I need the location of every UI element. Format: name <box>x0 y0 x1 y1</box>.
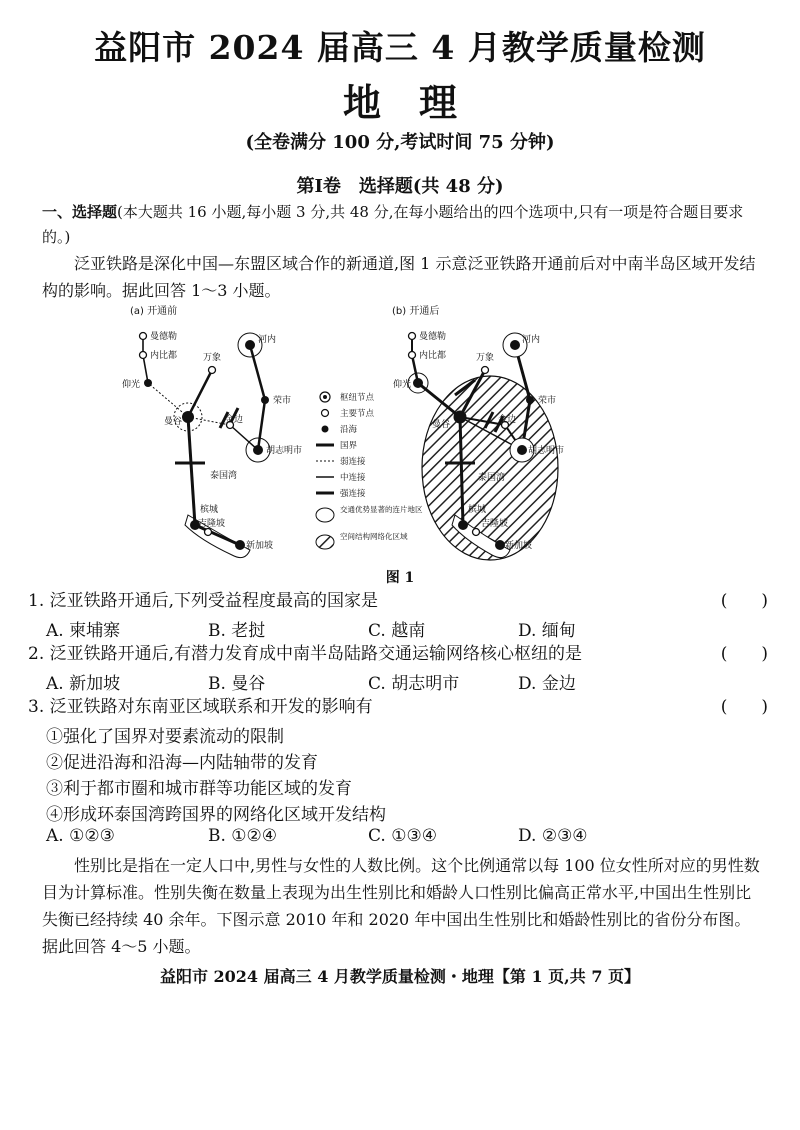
place-singapore: 新加坡 <box>246 541 274 551</box>
instruction-lead: 一、选择题 <box>42 203 118 221</box>
subject-title: 地理 <box>342 80 495 125</box>
legend-strong: 强连接 <box>340 489 366 499</box>
panel-b-label: (b) 开通后 <box>392 306 440 317</box>
legend-coastal: 沿海 <box>340 425 358 435</box>
exam-title: 益阳市 2024 届高三 4 月教学质量检测 <box>94 28 706 67</box>
passage-2: 性别比是指在一定人口中,男性与女性的人数比例。这个比例通常以每 100 位女性所对应的男性数目为计算标准。性别失衡在数量上表现为出生性别比和婚龄人口性别比偏高正常水平,中国出生性别比失衡已经持续 40 余年。下图示意 2010 年和 2020 年中国出生性别比和婚龄性别比的省份分布图。据此回答 4～5 小题。 <box>42 856 760 956</box>
q2-option-b[interactable]: B. 曼谷 <box>208 674 266 694</box>
question-1-bracket: ( ) <box>720 591 768 611</box>
page-footer: 益阳市 2024 届高三 4 月教学质量检测・地理【第 1 页,共 7 页】 <box>159 967 641 986</box>
exam-note: (全卷满分 100 分,考试时间 75 分钟) <box>245 132 555 153</box>
question-1-stem: 1. 泛亚铁路开通后,下列受益程度最高的国家是 <box>28 591 379 611</box>
question-3-stem: 3. 泛亚铁路对东南亚区域联系和开发的影响有 <box>28 697 373 717</box>
place-singapore-b: 新加坡 <box>505 541 533 551</box>
place-kl: 吉隆坡 <box>198 519 226 529</box>
q3-option-b[interactable]: B. ①②④ <box>208 826 278 846</box>
legend-hub: 枢纽节点 <box>340 393 375 403</box>
q1-option-d[interactable]: D. 缅甸 <box>518 621 576 641</box>
place-bangkok: 曼谷 <box>164 417 183 427</box>
q3-option-a[interactable]: A. ①②③ <box>46 826 115 846</box>
q3-statement-1: ①强化了国界对要素流动的限制 <box>46 727 284 747</box>
q3-statement-3: ③利于都市圈和城市群等功能区域的发育 <box>46 779 352 799</box>
place-butterworth-b: 槟城 <box>468 505 487 515</box>
place-gulf: 泰国湾 <box>210 471 238 481</box>
place-vientiane: 万象 <box>203 353 222 363</box>
legend-network: 空间结构网络化区域 <box>340 532 408 541</box>
place-hcmc-b: 胡志明市 <box>528 446 565 456</box>
question-2 <box>28 641 768 668</box>
legend-corridor: 交通优势显著的连片地区 <box>340 505 423 514</box>
place-vinh-b: 荣市 <box>538 396 557 406</box>
q3-statement-4: ④形成环泰国湾跨国界的网络化区域开发结构 <box>46 805 386 825</box>
place-bangkok-b: 曼谷 <box>432 420 451 430</box>
place-yangon-b: 仰光 <box>393 380 412 390</box>
q2-option-c[interactable]: C. 胡志明市 <box>368 674 460 694</box>
q2-option-d[interactable]: D. 金边 <box>518 674 576 694</box>
question-3 <box>28 694 768 721</box>
legend-border: 国界 <box>340 441 358 451</box>
question-3-bracket: ( ) <box>720 697 768 717</box>
place-yangon: 仰光 <box>122 380 141 390</box>
question-2-stem: 2. 泛亚铁路开通后,有潜力发育成中南半岛陆路交通运输网络核心枢纽的是 <box>28 644 583 664</box>
question-2-bracket: ( ) <box>720 644 768 664</box>
figure-legend <box>316 392 423 549</box>
place-hcmc: 胡志明市 <box>266 446 303 456</box>
q3-statement-2: ②促进沿海和沿海—内陆轴带的发育 <box>46 753 318 773</box>
instruction-rest: (本大题共 16 小题,每小题 3 分,共 48 分,在每小题给出的四个选项中,只有一项是符合题目要求的。) <box>42 203 744 246</box>
place-naypyidaw: 内比都 <box>150 351 178 361</box>
legend-main-node: 主要节点 <box>340 409 375 419</box>
q1-option-b[interactable]: B. 老挝 <box>208 621 266 641</box>
panel-a-labels <box>122 330 302 551</box>
q3-option-d[interactable]: D. ②③④ <box>518 826 588 846</box>
passage-1: 泛亚铁路是深化中国—东盟区域合作的新通道,图 1 示意泛亚铁路开通前后对中南半岛区域开发结构的影响。据此回答 1～3 小题。 <box>42 254 756 300</box>
q1-option-c[interactable]: C. 越南 <box>368 621 426 641</box>
place-naypyidaw-b: 内比都 <box>419 351 447 361</box>
place-butterworth: 槟城 <box>200 505 219 515</box>
place-gulf-b: 泰国湾 <box>478 473 506 483</box>
place-mandalay: 曼德勒 <box>150 332 178 342</box>
question-1 <box>28 588 768 615</box>
q1-option-a[interactable]: A. 柬埔寨 <box>46 621 121 641</box>
place-hanoi: 河内 <box>258 335 277 345</box>
q2-option-a[interactable]: A. 新加坡 <box>46 674 121 694</box>
place-vientiane-b: 万象 <box>476 353 495 363</box>
place-vinh: 荣市 <box>273 396 292 406</box>
place-kampot: 金边 <box>225 415 244 425</box>
place-hanoi-b: 河内 <box>522 335 541 345</box>
legend-medium: 中连接 <box>340 473 366 483</box>
section-instruction <box>42 200 762 250</box>
place-kampot-b: 金边 <box>498 415 517 425</box>
section-title: 第Ⅰ卷 选择题(共 48 分) <box>296 176 504 197</box>
panel-a-label: (a) 开通前 <box>130 306 178 317</box>
q3-option-c[interactable]: C. ①③④ <box>368 826 437 846</box>
figure-1 <box>0 300 800 570</box>
legend-weak: 弱连接 <box>340 457 366 467</box>
place-kl-b: 吉隆坡 <box>481 519 509 529</box>
place-mandalay-b: 曼德勒 <box>419 332 447 342</box>
figure-caption: 图 1 <box>385 570 415 586</box>
